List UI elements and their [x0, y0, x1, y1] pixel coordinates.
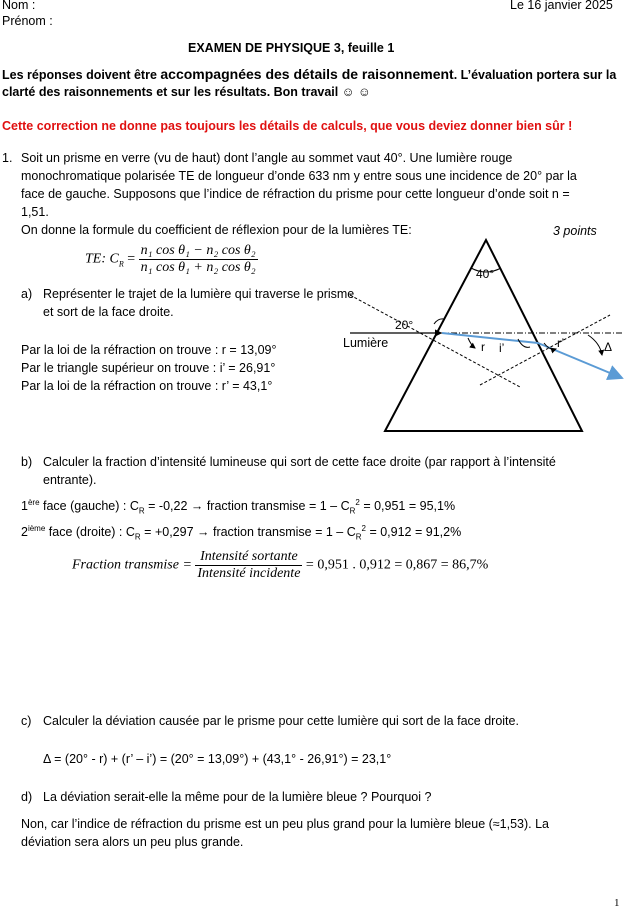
- te-formula: [85, 243, 258, 276]
- intro-line-1: [2, 66, 616, 82]
- intro-emphasis: accompagnées des détails de raisonnement: [160, 66, 454, 82]
- result-i-prime: Par le triangle supérieur on trouve : i’ = 26,91°: [21, 361, 276, 375]
- question-b-label: b): [21, 455, 33, 469]
- r-label: r: [481, 340, 485, 354]
- transmission-formula: [72, 549, 488, 582]
- second-face-text: face (droite) : C: [45, 525, 135, 540]
- question-1-line-1: Soit un prisme en verre (vu de haut) dont l’angle au sommet vaut 40°. Une lumière rouge: [21, 151, 513, 165]
- question-1-line-3: face de gauche. Supposons que l’indice de réfraction du prisme pour cette longueur d’onde soit n =: [21, 187, 570, 201]
- second-face-cr-sub: R: [134, 532, 141, 542]
- apex-angle-label: 40°: [476, 267, 495, 281]
- refracted-ray-inside: [442, 333, 538, 343]
- transmission-formula-denominator: Intensité incidente: [197, 566, 301, 581]
- question-d-text: La déviation serait-elle la même pour de la lumière bleue ? Pourquoi ?: [43, 790, 432, 804]
- transmission-formula-fraction: [195, 549, 302, 582]
- te-formula-lhs-sub: R: [118, 259, 124, 269]
- prism-diagram: [330, 235, 626, 435]
- first-face-number: 1: [21, 499, 28, 514]
- intro-text-end: . L’évaluation portera sur la: [453, 68, 617, 82]
- te-formula-equals: =: [127, 251, 136, 267]
- te-formula-fraction: [139, 243, 258, 276]
- te-formula-numerator: n₁ cos θ₁ − n₂ cos θ₂: [140, 243, 256, 258]
- name-field-label: Nom :: [2, 0, 36, 12]
- first-face-square: 2: [355, 498, 360, 507]
- question-c-label: c): [21, 714, 32, 728]
- first-face-ordinal: ère: [27, 498, 40, 507]
- correction-warning: Cette correction ne donne pas toujours les détails de calculs, que vous deviez donner bien sûr !: [2, 119, 573, 133]
- formula-intro: On donne la formule du coefficient de réflexion pour de la lumières TE:: [21, 223, 412, 237]
- i-prime-label: i’: [499, 341, 505, 355]
- question-1-line-2: monochromatique polarisée TE de longueur d’onde 633 nm y entre sous une incidence de 20° par la: [21, 169, 577, 183]
- question-a-label: a): [21, 287, 33, 301]
- question-b-line-1: Calculer la fraction d’intensité lumineuse qui sort de cette face droite (par rapport à l’intensité: [43, 455, 556, 469]
- light-label: Lumière: [343, 336, 389, 350]
- second-face-square: 2: [361, 524, 366, 533]
- question-d-answer-line-1: Non, car l’indice de réfraction du prisme est un peu plus grand pour la lumière bleue (≈1,53). La: [21, 817, 549, 831]
- firstname-field-label: Prénom :: [2, 14, 53, 28]
- points-label: 3 points: [553, 224, 597, 238]
- question-b-line-2: entrante).: [43, 473, 97, 487]
- first-face-value: = -0,22 → fraction transmise = 1 – C: [144, 499, 350, 514]
- question-c-text: Calculer la déviation causée par le prisme pour cette lumière qui sort de la face droite.: [43, 714, 519, 728]
- second-face-value: = +0,297 → fraction transmise = 1 – C: [140, 525, 356, 540]
- deviation-answer: Δ = (20° - r) + (r’ – i’) = (20° = 13,09°) + (43,1° - 26,91°) = 23,1°: [43, 752, 392, 766]
- transmission-formula-rhs: = 0,951 . 0,912 = 0,867 = 86,7%: [305, 557, 489, 573]
- question-a-line-1: Représenter le trajet de la lumière qui traverse le prisme: [43, 287, 355, 301]
- transmission-formula-lhs: Fraction transmise =: [72, 557, 192, 573]
- first-face-cr-sub: R: [138, 506, 145, 516]
- result-r-prime: Par la loi de la réfraction on trouve : r’ = 43,1°: [21, 379, 273, 393]
- result-r: Par la loi de la réfraction on trouve : r = 13,09°: [21, 343, 277, 357]
- delta-label: Δ: [604, 340, 613, 354]
- second-face-result: [21, 524, 461, 542]
- transmission-formula-numerator: Intensité sortante: [195, 549, 302, 566]
- te-formula-denominator: n₁ cos θ₁ + n₂ cos θ₂: [140, 260, 256, 275]
- question-d-label: d): [21, 790, 33, 804]
- second-face-transmission: = 0,912 = 91,2%: [365, 525, 462, 540]
- te-formula-lhs: TE: C: [85, 251, 119, 267]
- page-number: 1: [614, 897, 620, 909]
- r-prime-label: r’: [557, 336, 565, 350]
- second-face-number: 2: [21, 525, 28, 540]
- question-1-line-4: 1,51.: [21, 205, 49, 219]
- exam-title: EXAMEN DE PHYSIQUE 3, feuille 1: [188, 41, 395, 55]
- question-a-line-2: et sort de la face droite.: [43, 305, 174, 319]
- second-face-cr2-sub: R: [355, 532, 362, 542]
- exam-date: Le 16 janvier 2025: [510, 0, 613, 12]
- intro-line-2: clarté des raisonnements et sur les résultats. Bon travail ☺ ☺: [2, 85, 371, 99]
- first-face-text: face (gauche) : C: [39, 499, 139, 514]
- deviation-angle-arc: [588, 335, 602, 355]
- r-angle-arc: [468, 338, 475, 348]
- first-face-transmission: = 0,951 = 95,1%: [359, 499, 456, 514]
- intro-text-start: Les réponses doivent être: [2, 68, 161, 82]
- question-d-answer-line-2: déviation sera alors un peu plus grande.: [21, 835, 244, 849]
- question-1-number: 1.: [2, 151, 13, 165]
- first-face-cr2-sub: R: [349, 506, 356, 516]
- first-face-result: [21, 498, 455, 516]
- incidence-angle-label: 20°: [395, 318, 414, 332]
- second-face-ordinal: ième: [27, 524, 46, 533]
